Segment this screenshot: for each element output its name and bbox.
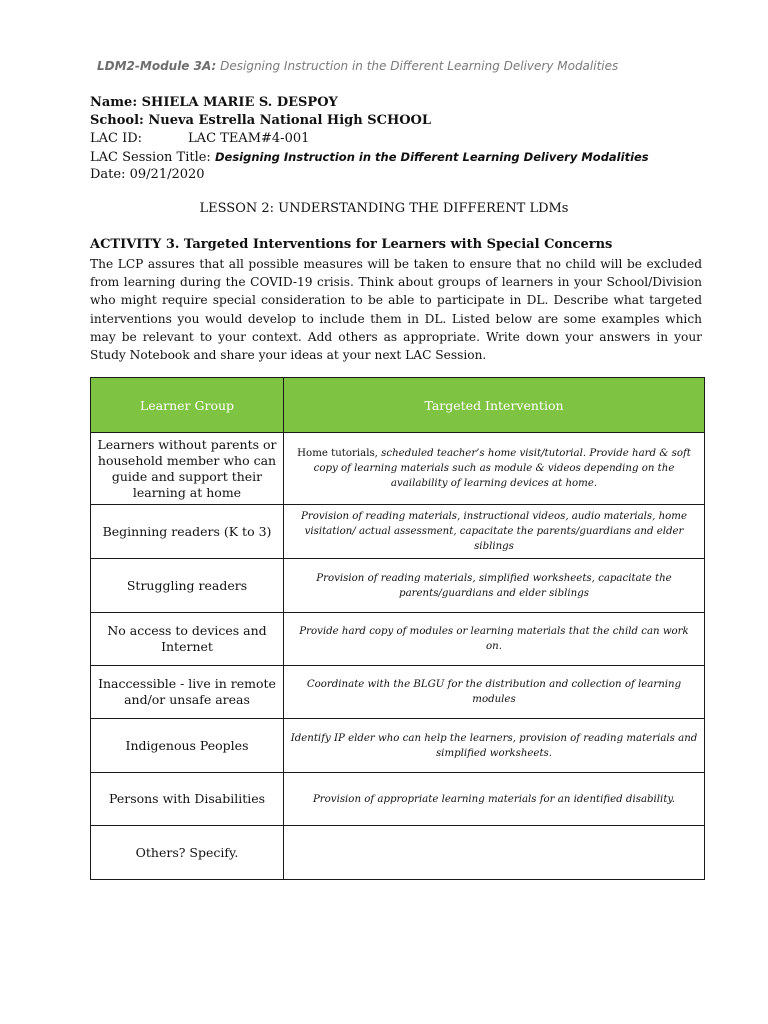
- table-row: [91, 826, 705, 880]
- instructions-paragraph: The LCP assures that all possible measures will be taken to ensure that no child will be excluded from learning during the COVID-19 crisis. Think about groups of learners in your School/Division who might require special consideration to be able to participate in DL. Describe what targeted interventions you would develop to include them in DL. Listed below are some examples which may be relevant to your context. Add others as appropriate. Write down your answers in your Study Notebook and share your ideas at your next LAC Session.: [90, 257, 702, 363]
- lac-id-label: LAC ID:: [90, 131, 143, 146]
- session-label: LAC Session Title:: [90, 150, 211, 165]
- intervention-cell: Provision of reading materials, simplified worksheets, capacitate the parents/guardians and elder siblings: [284, 559, 705, 613]
- table-row: [91, 666, 705, 719]
- module-code: LDM2-Module 3A:: [97, 59, 217, 73]
- school-value: Nueva Estrella National High SCHOOL: [148, 113, 432, 128]
- table-row: [91, 505, 705, 559]
- session-value: Designing Instruction in the Different Learning Delivery Modalities: [214, 150, 649, 164]
- intervention-cell: Identify IP elder who can help the learners, provision of reading materials and simplified worksheets.: [284, 719, 705, 773]
- module-subtitle: Designing Instruction in the Different Learning Delivery Modalities: [220, 59, 619, 73]
- intervention-cell: Provision of reading materials, instructional videos, audio materials, home visitation/ actual assessment, capacitate the parents/guardians and elder siblings: [284, 505, 705, 559]
- learner-group-cell: Others? Specify.: [91, 826, 284, 880]
- table-row: [91, 433, 705, 505]
- table-row: [91, 773, 705, 826]
- session-line: [90, 148, 649, 166]
- name-value: SHIELA MARIE S. DESPOY: [141, 95, 338, 110]
- learner-group-cell: Inaccessible - live in remote and/or unsafe areas: [91, 666, 284, 719]
- table-header-row: [91, 378, 705, 433]
- lesson-title: LESSON 2: UNDERSTANDING THE DIFFERENT LDMs: [199, 201, 569, 216]
- learner-group-cell: Persons with Disabilities: [91, 773, 284, 826]
- intervention-lead: Home tutorials,: [297, 448, 382, 459]
- activity-title: ACTIVITY 3. Targeted Interventions for Learners with Special Concerns: [90, 237, 613, 252]
- lac-id-value: LAC TEAM#4-001: [188, 131, 310, 146]
- learner-group-cell: No access to devices and Internet: [91, 613, 284, 666]
- learner-group-cell: Beginning readers (K to 3): [91, 505, 284, 559]
- learner-group-cell: Struggling readers: [91, 559, 284, 613]
- info-block: [90, 94, 649, 184]
- date-label: Date:: [90, 167, 126, 182]
- header-learner-group: Learner Group: [91, 378, 284, 433]
- intervention-cell: [284, 433, 705, 505]
- table-row: [91, 719, 705, 773]
- name-line: [90, 94, 649, 112]
- lac-id-line: [90, 130, 649, 148]
- interventions-table: [90, 377, 705, 880]
- intervention-cell: Coordinate with the BLGU for the distribution and collection of learning modules: [284, 666, 705, 719]
- name-label: Name:: [90, 95, 138, 110]
- date-line: [90, 166, 649, 184]
- date-value: 09/21/2020: [129, 167, 205, 182]
- learner-group-cell: Learners without parents or household member who can guide and support their learning at home: [91, 433, 284, 505]
- intervention-cell: Provision of appropriate learning materials for an identified disability.: [284, 773, 705, 826]
- intervention-cell: Provide hard copy of modules or learning materials that the child can work on.: [284, 613, 705, 666]
- table-row: [91, 559, 705, 613]
- table-row: [91, 613, 705, 666]
- school-label: School:: [90, 113, 144, 128]
- intervention-cell: [284, 826, 705, 880]
- intervention-text: scheduled teacher’s home visit/tutorial. Provide hard & soft copy of learning materials such as module & videos depending on the availability of learning devices at home.: [313, 448, 691, 489]
- learner-group-cell: Indigenous Peoples: [91, 719, 284, 773]
- school-line: [90, 112, 649, 130]
- page-header: [97, 59, 618, 73]
- header-targeted-intervention: Targeted Intervention: [284, 378, 705, 433]
